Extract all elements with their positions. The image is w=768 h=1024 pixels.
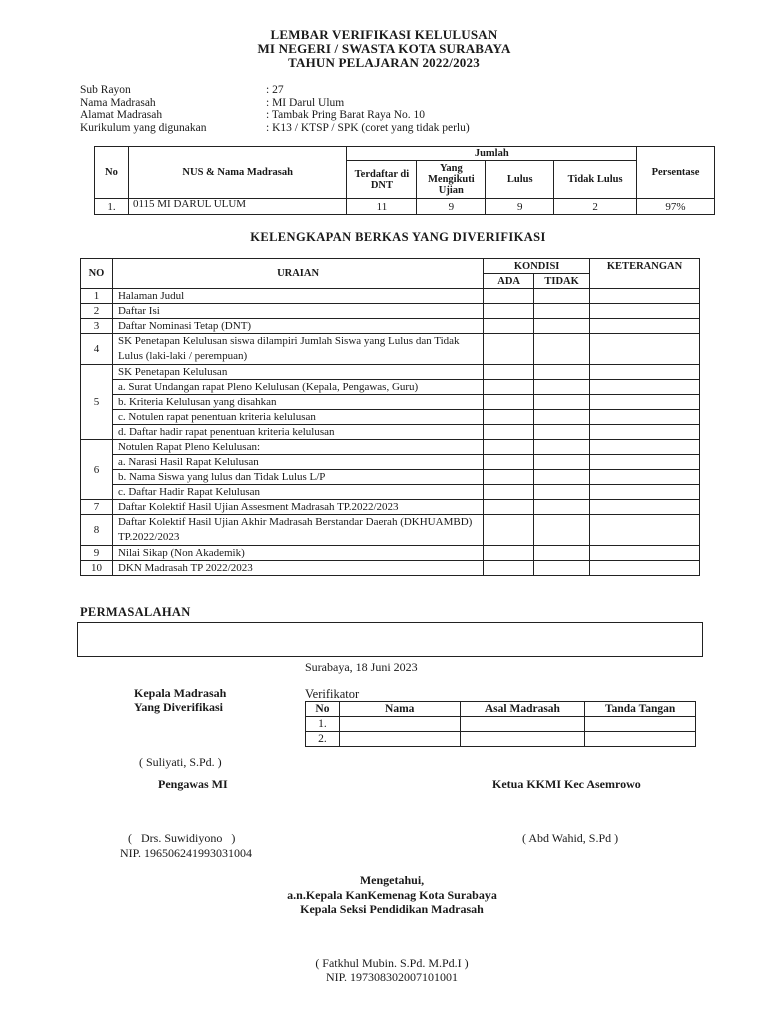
checkbox-tidak[interactable] [534,334,590,365]
row-no: 9 [81,546,113,561]
checkbox-ada[interactable] [484,470,534,485]
info-row-sub-rayon [80,84,470,97]
cell-terdaftar: 11 [347,199,417,215]
col-ttd: Tanda Tangan [585,702,696,717]
info-label: Sub Rayon [80,84,131,96]
info-value: : K13 / KTSP / SPK (coret yang tidak perlu) [266,121,470,134]
signing-date: Surabaya, 18 Juni 2023 [305,660,418,674]
keterangan-field[interactable] [590,561,700,576]
info-label: Nama Madrasah [80,96,156,109]
asal-field[interactable] [460,732,585,747]
table-row [306,732,696,747]
table-row [81,561,700,576]
row-uraian: d. Daftar hadir rapat penentuan kriteria kelulusan [112,425,483,440]
doc-subtitle-year: TAHUN PELAJARAN 2022/2023 [288,55,480,70]
table-row [81,515,700,546]
row-no: 6 [81,440,113,500]
table-row [81,440,700,455]
row-uraian: b. Nama Siswa yang lulus dan Tidak Lulus L/P [112,470,483,485]
keterangan-field[interactable] [590,319,700,334]
row-uraian: Notulen Rapat Pleno Kelulusan: [112,440,483,455]
checkbox-tidak[interactable] [534,561,590,576]
row-no: 2 [81,304,113,319]
checkbox-ada[interactable] [484,365,534,380]
checkbox-tidak[interactable] [534,365,590,380]
row-no: 5 [81,365,113,440]
col-jumlah: Jumlah [347,147,637,161]
keterangan-field[interactable] [590,395,700,410]
table-row [81,319,700,334]
info-value: : Tambak Pring Barat Raya No. 10 [266,109,425,122]
row-uraian: c. Daftar Hadir Rapat Kelulusan [112,485,483,500]
col-nama: Nama [339,702,460,717]
cell-persentase: 97% [637,199,715,215]
keterangan-field[interactable] [590,515,700,546]
table-row [95,199,715,215]
pengawas-name: ( Drs. Suwidiyono ) [128,831,236,845]
table-row [81,289,700,304]
ttd-field[interactable] [585,732,696,747]
table-row [81,395,700,410]
keterangan-field[interactable] [590,365,700,380]
section-title-kelengkapan: KELENGKAPAN BERKAS YANG DIVERIFIKASI [250,230,546,244]
keterangan-field[interactable] [590,380,700,395]
info-row-nama [80,97,470,110]
checkbox-ada[interactable] [484,395,534,410]
keterangan-field[interactable] [590,440,700,455]
col-keterangan: KETERANGAN [590,259,700,289]
cell-tidak-lulus: 2 [554,199,637,215]
keterangan-field[interactable] [590,425,700,440]
keterangan-field[interactable] [590,470,700,485]
keterangan-field[interactable] [590,289,700,304]
info-label: Alamat Madrasah [80,109,163,122]
row-no: 1 [81,289,113,304]
pengawas-title: Pengawas MI [158,777,228,791]
row-uraian: a. Narasi Hasil Rapat Kelulusan [112,455,483,470]
checkbox-tidak[interactable] [534,470,590,485]
col-persentase: Persentase [637,147,715,199]
col-ada: ADA [484,274,534,289]
keterangan-field[interactable] [590,485,700,500]
col-asal: Asal Madrasah [460,702,585,717]
cell-nus: 0115 MI DARUL ULUM [128,199,347,215]
col-ujian: Yang Mengikuti Ujian [417,161,486,199]
row-uraian: DKN Madrasah TP 2022/2023 [112,561,483,576]
checkbox-ada[interactable] [484,455,534,470]
row-uraian: Nilai Sikap (Non Akademik) [112,546,483,561]
checkbox-tidak[interactable] [534,455,590,470]
checkbox-ada[interactable] [484,425,534,440]
verifikator-table [305,701,696,747]
checkbox-ada[interactable] [484,485,534,500]
permasalahan-box[interactable] [77,622,703,657]
col-no: No [306,702,340,717]
mengetahui-name: ( Fatkhul Mubin. S.Pd. M.Pd.I ) [315,956,469,970]
keterangan-field[interactable] [590,455,700,470]
nama-field[interactable] [339,717,460,732]
keterangan-field[interactable] [590,500,700,515]
checkbox-ada[interactable] [484,334,534,365]
kepala-title [134,686,226,714]
row-no: 8 [81,515,113,546]
row-uraian: Daftar Nominasi Tetap (DNT) [112,319,483,334]
kepala-line1: Kepala Madrasah [134,686,227,700]
row-uraian: Daftar Isi [112,304,483,319]
checkbox-tidak[interactable] [534,440,590,455]
checkbox-ada[interactable] [484,515,534,546]
row-no: 3 [81,319,113,334]
keterangan-field[interactable] [590,410,700,425]
cell-no: 1. [95,199,129,215]
row-uraian: a. Surat Undangan rapat Pleno Kelulusan (Kepala, Pengawas, Guru) [112,380,483,395]
asal-field[interactable] [460,717,585,732]
keterangan-field[interactable] [590,334,700,365]
checkbox-tidak[interactable] [534,515,590,546]
mengetahui-block [0,873,768,917]
checkbox-ada[interactable] [484,289,534,304]
summary-table [94,146,715,215]
mengetahui-nip: NIP. 197308302007101001 [325,970,458,984]
mengetahui-line3: Kepala Seksi Pendidikan Madrasah [300,902,484,916]
table-row [81,470,700,485]
col-no: NO [81,259,113,289]
table-row [81,304,700,319]
ketua-title: Ketua KKMI Kec Asemrowo [492,777,641,791]
checkbox-ada[interactable] [484,440,534,455]
table-row [81,546,700,561]
table-row [81,365,700,380]
checkbox-ada[interactable] [484,546,534,561]
checkbox-tidak[interactable] [534,319,590,334]
row-uraian: SK Penetapan Kelulusan siswa dilampiri Jumlah Siswa yang Lulus dan Tidak Lulus (laki-laki / perempuan) [112,334,483,365]
table-row [306,717,696,732]
school-info [80,84,470,134]
checkbox-tidak[interactable] [534,395,590,410]
info-label: Kurikulum yang digunakan [80,121,207,134]
table-row [81,380,700,395]
info-row-alamat [80,109,470,122]
nama-field[interactable] [339,732,460,747]
cell-lulus: 9 [486,199,554,215]
info-value: : 27 [266,84,284,96]
verifikator-label: Verifikator [305,687,360,701]
cell-ujian: 9 [417,199,486,215]
col-no: No [95,147,129,199]
ttd-field[interactable] [585,717,696,732]
table-row [81,455,700,470]
col-tidak: TIDAK [534,274,590,289]
info-value: : MI Darul Ulum [266,96,345,109]
row-no: 7 [81,500,113,515]
info-row-kurikulum [80,122,470,135]
row-no: 2. [306,732,340,747]
mengetahui-line1: Mengetahui, [359,873,425,887]
row-uraian: Daftar Kolektif Hasil Ujian Akhir Madrasah Berstandar Daerah (DKHUAMBD) TP.2022/2023 [112,515,483,546]
checkbox-tidak[interactable] [534,289,590,304]
ketua-name: ( Abd Wahid, S.Pd ) [522,831,619,845]
checkbox-ada[interactable] [484,304,534,319]
kepala-name: ( Suliyati, S.Pd. ) [139,755,222,769]
col-kondisi: KONDISI [484,259,590,274]
row-uraian: c. Notulen rapat penentuan kriteria kelulusan [112,410,483,425]
checkbox-ada[interactable] [484,500,534,515]
doc-title: LEMBAR VERIFIKASI KELULUSAN [270,27,498,42]
col-uraian: URAIAN [112,259,483,289]
col-nus: NUS & Nama Madrasah [128,147,347,199]
row-no: 1. [306,717,340,732]
checkbox-tidak[interactable] [534,500,590,515]
doc-subtitle-school: MI NEGERI / SWASTA KOTA SURABAYA [257,41,511,56]
checkbox-tidak[interactable] [534,485,590,500]
checkbox-tidak[interactable] [534,546,590,561]
row-no: 10 [81,561,113,576]
checkbox-tidak[interactable] [534,380,590,395]
row-no: 4 [81,334,113,365]
table-row [81,425,700,440]
checkbox-ada[interactable] [484,561,534,576]
mengetahui-line2: a.n.Kepala KanKemenag Kota Surabaya [287,887,497,902]
checkbox-ada[interactable] [484,319,534,334]
checkbox-tidak[interactable] [534,304,590,319]
checkbox-tidak[interactable] [534,425,590,440]
col-lulus: Lulus [486,161,554,199]
checkbox-ada[interactable] [484,380,534,395]
kepala-line2: Yang Diverifikasi [134,700,224,714]
col-tidak-lulus: Tidak Lulus [554,161,637,199]
verification-table [80,258,700,576]
col-terdaftar: Terdaftar di DNT [347,161,417,199]
keterangan-field[interactable] [590,304,700,319]
row-uraian: Halaman Judul [112,289,483,304]
table-row [81,334,700,365]
keterangan-field[interactable] [590,546,700,561]
checkbox-tidak[interactable] [534,410,590,425]
row-uraian: Daftar Kolektif Hasil Ujian Assesment Madrasah TP.2022/2023 [112,500,483,515]
table-row [81,500,700,515]
row-uraian: b. Kriteria Kelulusan yang disahkan [112,395,483,410]
table-row [81,485,700,500]
permasalahan-label: PERMASALAHAN [80,605,191,619]
checkbox-ada[interactable] [484,410,534,425]
pengawas-nip: NIP. 196506241993031004 [120,846,253,860]
table-row [81,410,700,425]
row-uraian: SK Penetapan Kelulusan [112,365,483,380]
